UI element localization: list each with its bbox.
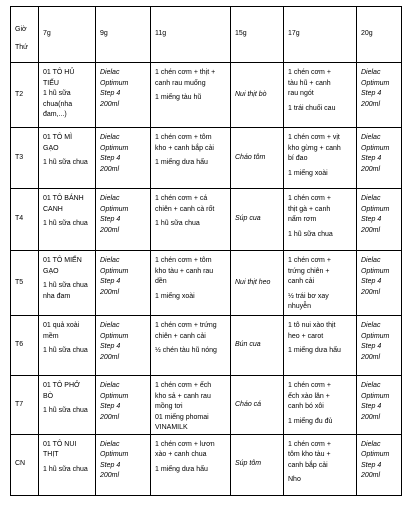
day-label: T3: [11, 128, 39, 189]
meal-line: dền: [155, 278, 167, 285]
meal-line: Optimum: [361, 144, 390, 152]
time-header-9g: 9g: [96, 7, 151, 63]
corner-time-label: Giờ: [15, 26, 27, 33]
meal-cell-11g: [151, 434, 231, 495]
meal-line: Dielac: [100, 322, 120, 329]
meal-line: chua(nha: [43, 100, 73, 108]
meal-line: Dielac: [100, 134, 120, 141]
meal-line: Optimum: [361, 332, 390, 340]
meal-line: 01 miếng phomai: [155, 413, 209, 421]
meal-line: 1 hũ sữa chua: [43, 282, 88, 289]
meal-line: 200ml: [100, 165, 120, 173]
meal-cell-15g: Cháo tôm: [231, 128, 284, 189]
meal-line: 1 chén cơm + ếch: [155, 382, 212, 389]
meal-line: Step 4: [361, 343, 382, 350]
meal-line: 1 chén cơm + thịt +: [155, 69, 216, 76]
time-header-15g: 15g: [231, 7, 284, 63]
meal-cell-9g: [96, 434, 151, 495]
meal-cell-17g: [284, 376, 357, 435]
meal-line: 200ml: [100, 226, 120, 234]
meal-line: Optimum: [100, 205, 129, 213]
meal-line: GẠO: [43, 144, 59, 152]
meal-cell-15g: Súp tôm: [231, 434, 284, 495]
meal-line: 1 chén cơm +: [288, 382, 331, 389]
meal-line: Step 4: [100, 461, 121, 469]
meal-line: Dielac: [100, 440, 120, 448]
meal-line: Optimum: [100, 79, 129, 87]
meal-line: Step 4: [100, 155, 121, 162]
meal-line: Optimum: [100, 451, 129, 458]
day-row-t3: [11, 128, 402, 189]
meal-cell-15g: Súp cua: [231, 189, 284, 251]
meal-line: Optimum: [100, 267, 129, 275]
meal-cell-11g: [151, 189, 231, 251]
meal-line: 1 miếng dưa hấu: [288, 347, 341, 354]
meal-line: 1 miếng xoài: [288, 169, 328, 177]
meal-line: mềm: [43, 332, 59, 340]
meal-line: Optimum: [100, 144, 129, 152]
corner-cell: [11, 7, 39, 63]
meal-line: Step 4: [100, 216, 121, 223]
meal-cell-20g: [357, 434, 402, 495]
meal-cell-11g: [151, 316, 231, 376]
meal-plan-document: [10, 6, 401, 496]
meal-cell-20g: [357, 128, 402, 189]
meal-cell-20g: [357, 63, 402, 128]
meal-line: canh bó xôi: [288, 403, 324, 410]
meal-line: heo + carot: [288, 332, 324, 340]
meal-line: 200ml: [361, 100, 381, 108]
meal-line: 01 TÔ NUI: [43, 440, 77, 448]
meal-line: 1 chén cơm + tôm: [155, 257, 212, 264]
meal-line: 1 chén cơm + trứng: [155, 322, 217, 329]
meal-line: Optimum: [361, 205, 390, 213]
meal-cell-7g: [39, 189, 96, 251]
meal-cell-17g: [284, 63, 357, 128]
meal-line: tôm kho tàu +: [288, 451, 331, 458]
meal-cell-20g: [357, 251, 402, 316]
meal-cell-9g: [96, 316, 151, 376]
meal-line: 1 chén cơm + cá: [155, 195, 208, 202]
meal-line: 200ml: [100, 353, 120, 361]
meal-cell-7g: [39, 128, 96, 189]
day-row-t4: [11, 189, 402, 251]
meal-line: Optimum: [361, 392, 390, 400]
meal-line: ½ chén tàu hũ nóng: [155, 347, 217, 354]
meal-line: 01 quả xoài: [43, 322, 80, 329]
meal-plan-body: [11, 7, 402, 496]
day-row-t5: [11, 251, 402, 316]
meal-line: 01 TÔ BÁNH: [43, 195, 84, 202]
meal-line: nha đam: [43, 292, 71, 300]
meal-cell-9g: [96, 189, 151, 251]
meal-line: Dielac: [361, 382, 381, 389]
meal-cell-9g: [96, 251, 151, 316]
meal-line: 01 TÔ PHỞ: [43, 382, 80, 389]
meal-line: canh rau muống: [155, 79, 206, 87]
meal-line: Step 4: [361, 461, 382, 469]
meal-line: Optimum: [361, 267, 390, 275]
meal-line: 1 chén cơm +: [288, 195, 331, 202]
time-header-11g: 11g: [151, 7, 231, 63]
meal-line: Dielac: [361, 69, 381, 76]
meal-line: Step 4: [361, 90, 382, 97]
meal-line: 1 chén cơm + vịt: [288, 134, 340, 141]
meal-line: Optimum: [100, 392, 129, 400]
meal-line: trứng chiên +: [288, 267, 330, 275]
meal-line: 1 hũ sữa chua: [43, 407, 88, 414]
meal-cell-7g: [39, 63, 96, 128]
meal-line: Step 4: [100, 403, 121, 410]
meal-line: Step 4: [361, 155, 382, 162]
meal-line: 1 chén cơm + lươn: [155, 440, 215, 448]
meal-line: Step 4: [361, 403, 382, 410]
meal-cell-11g: [151, 376, 231, 435]
meal-cell-7g: [39, 251, 96, 316]
meal-cell-7g: [39, 376, 96, 435]
meal-cell-9g: [96, 128, 151, 189]
meal-line: Optimum: [100, 332, 129, 340]
meal-cell-9g: [96, 63, 151, 128]
day-label: T5: [11, 251, 39, 316]
meal-line: 1 chén cơm +: [288, 69, 331, 76]
meal-line: Dielac: [361, 440, 381, 448]
meal-line: 1 tô nui xào thịt: [288, 322, 336, 329]
time-header-17g: 17g: [284, 7, 357, 63]
meal-line: kho sả + canh rau: [155, 392, 211, 400]
meal-cell-11g: [151, 63, 231, 128]
meal-line: 01 TÔ MIẾN: [43, 257, 82, 264]
meal-line: 1 miếng dưa hấu: [155, 159, 208, 166]
meal-line: thịt gà + canh: [288, 205, 331, 213]
meal-line: 1 hũ sữa chua: [43, 347, 88, 354]
meal-cell-7g: [39, 434, 96, 495]
meal-line: 01 TÔ MÌ: [43, 134, 73, 141]
meal-line: Dielac: [100, 69, 120, 76]
meal-line: 200ml: [361, 288, 381, 296]
meal-line: Dielac: [100, 257, 120, 264]
meal-line: VINAMILK: [155, 424, 188, 431]
meal-line: CANH: [43, 205, 63, 213]
meal-cell-11g: [151, 128, 231, 189]
meal-line: Dielac: [361, 257, 381, 264]
day-label: T4: [11, 189, 39, 251]
meal-line: TIẾU: [43, 79, 59, 87]
time-header-7g: 7g: [39, 7, 96, 63]
meal-line: 200ml: [361, 353, 381, 361]
meal-cell-9g: [96, 376, 151, 435]
meal-line: ½ trái bơ xay: [288, 292, 329, 300]
meal-cell-7g: [39, 316, 96, 376]
meal-line: nấm rơm: [288, 216, 317, 223]
meal-line: 200ml: [100, 472, 120, 479]
meal-line: 01 TÔ HỦ: [43, 69, 75, 76]
meal-line: 1 hũ sữa chua: [43, 220, 88, 227]
meal-line: canh cải: [288, 278, 315, 285]
meal-line: ếch xào lăn +: [288, 392, 330, 400]
meal-cell-17g: [284, 316, 357, 376]
meal-line: 200ml: [361, 472, 381, 479]
meal-line: đam,...): [43, 111, 67, 118]
meal-line: tàu hũ + canh: [288, 79, 331, 87]
meal-line: Dielac: [100, 195, 120, 202]
meal-cell-20g: [357, 376, 402, 435]
meal-cell-20g: [357, 189, 402, 251]
meal-cell-15g: Nui thịt heo: [231, 251, 284, 316]
meal-line: 1 hũ sữa: [43, 90, 71, 97]
meal-line: 1 chén cơm + tôm: [155, 134, 212, 141]
meal-line: 1 hũ sữa chua: [43, 465, 88, 473]
meal-plan-table: [10, 6, 402, 496]
day-row-t2: [11, 63, 402, 128]
meal-line: 200ml: [361, 226, 381, 234]
meal-line: chiên + canh cải: [155, 332, 206, 340]
meal-line: nhuyễn: [288, 303, 311, 310]
meal-line: chiên + canh cà rốt: [155, 205, 215, 213]
meal-line: Dielac: [100, 382, 120, 389]
meal-line: canh bắp cải: [288, 461, 328, 469]
meal-line: BÒ: [43, 392, 54, 400]
meal-line: 1 chén cơm +: [288, 440, 331, 448]
meal-line: 1 hũ sữa chua: [43, 159, 88, 166]
meal-line: mồng tơi: [155, 403, 183, 410]
meal-cell-17g: [284, 189, 357, 251]
meal-cell-15g: Cháo cá: [231, 376, 284, 435]
meal-cell-15g: Nui thịt bò: [231, 63, 284, 128]
meal-line: Nho: [288, 476, 301, 483]
meal-line: Optimum: [361, 79, 390, 87]
day-row-t7: [11, 376, 402, 435]
meal-line: Dielac: [361, 134, 381, 141]
meal-line: kho gừng + canh: [288, 144, 341, 152]
meal-line: 200ml: [361, 413, 381, 421]
meal-line: 1 chén cơm +: [288, 257, 331, 264]
meal-line: 1 miếng tàu hũ: [155, 94, 202, 101]
meal-cell-11g: [151, 251, 231, 316]
header-row: [11, 7, 402, 63]
meal-line: 1 hũ sữa chua: [288, 230, 333, 238]
day-label: CN: [11, 434, 39, 495]
day-label: T2: [11, 63, 39, 128]
meal-line: 1 miếng dưa hấu: [155, 465, 208, 473]
meal-line: Step 4: [361, 216, 382, 223]
corner-day-label: Thứ: [15, 43, 28, 51]
meal-line: xào + canh chua: [155, 451, 207, 458]
meal-line: Step 4: [100, 278, 121, 285]
meal-line: 200ml: [100, 413, 120, 421]
meal-cell-20g: [357, 316, 402, 376]
meal-cell-17g: [284, 128, 357, 189]
meal-line: Step 4: [361, 278, 382, 285]
meal-cell-17g: [284, 251, 357, 316]
meal-line: Dielac: [361, 322, 381, 329]
meal-line: 1 miếng đu đủ: [288, 417, 333, 425]
meal-line: 200ml: [100, 100, 120, 108]
meal-line: rau ngót: [288, 90, 314, 97]
time-header-20g: 20g: [357, 7, 402, 63]
meal-cell-15g: Bún cua: [231, 316, 284, 376]
meal-line: GẠO: [43, 267, 59, 275]
day-label: T6: [11, 316, 39, 376]
meal-line: 1 trái chuối cau: [288, 104, 336, 112]
day-row-cn: [11, 434, 402, 495]
day-row-t6: [11, 316, 402, 376]
meal-line: THỊT: [43, 451, 59, 458]
meal-line: 200ml: [361, 165, 381, 173]
meal-line: 1 miếng xoài: [155, 292, 195, 300]
day-label: T7: [11, 376, 39, 435]
meal-line: Step 4: [100, 90, 121, 97]
meal-line: 200ml: [100, 288, 120, 296]
meal-line: Step 4: [100, 343, 121, 350]
meal-line: Optimum: [361, 451, 390, 458]
meal-line: kho tàu + canh rau: [155, 267, 214, 275]
meal-line: bí đao: [288, 155, 308, 162]
meal-cell-17g: [284, 434, 357, 495]
meal-line: 1 hũ sữa chua: [155, 220, 200, 227]
meal-line: kho + canh bắp cải: [155, 144, 214, 152]
meal-line: Dielac: [361, 195, 381, 202]
